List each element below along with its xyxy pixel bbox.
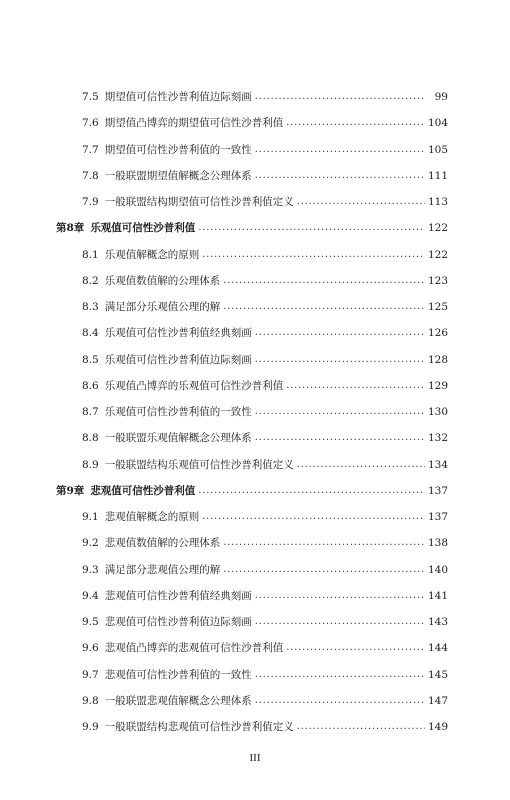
toc-entry-page: 134 (427, 458, 448, 471)
toc-entry-number: 9.1 (82, 511, 99, 523)
dot-leader (202, 247, 425, 263)
toc-entry-number: 8.8 (82, 432, 99, 445)
toc-section-entry[interactable] (56, 299, 448, 315)
toc-entry-title: 期望值可信性沙普利值的一致性 (104, 143, 252, 156)
toc-entry-page: 128 (427, 353, 448, 366)
dot-leader (255, 352, 425, 368)
toc-entry-page: 99 (434, 91, 448, 103)
toc-entry-page: 140 (427, 563, 448, 576)
toc-entry-title: 悲观值可信性沙普利值 (90, 484, 196, 497)
toc-entry-number: 9.6 (82, 642, 99, 655)
dot-leader (255, 168, 425, 184)
toc-section-entry[interactable] (56, 378, 448, 394)
toc-entry-page: 113 (427, 196, 448, 208)
toc-entry-page: 104 (427, 117, 448, 130)
toc-section-entry[interactable] (56, 115, 448, 131)
toc-entry-number: 7.8 (82, 169, 99, 182)
toc-entry-number: 9.5 (82, 616, 99, 628)
dot-leader (255, 404, 425, 420)
toc-section-entry[interactable] (56, 142, 448, 158)
page-number-footer: III (249, 752, 261, 764)
toc-entry-number: 7.5 (82, 91, 99, 103)
toc-entry-title: 一般联盟悲观值解概念公理体系 (104, 694, 252, 707)
toc-entry-page: 147 (427, 694, 448, 707)
toc-entry-number: 9.8 (82, 694, 99, 707)
toc-entry-page: 149 (427, 721, 448, 733)
toc-entry-title: 乐观值可信性沙普利值的一致性 (104, 406, 252, 418)
toc-section-entry[interactable] (56, 404, 448, 420)
toc-section-entry[interactable] (56, 247, 448, 263)
toc-entry-title: 乐观值数值解的公理体系 (104, 274, 221, 287)
toc-section-entry[interactable] (56, 352, 448, 368)
toc-entry-title: 一般联盟结构乐观值可信性沙普利值定义 (104, 458, 294, 471)
toc-entry-title: 悲观值可信性沙普利值边际刻画 (104, 616, 252, 628)
toc-section-entry[interactable] (56, 430, 448, 446)
toc-entry-title: 乐观值可信性沙普利值边际刻画 (104, 353, 252, 366)
toc-entry-page: 141 (427, 589, 448, 602)
toc-entry-title: 乐观值解概念的原则 (104, 248, 200, 261)
toc-entry-page: 126 (427, 327, 448, 340)
toc-entry-title: 一般联盟结构期望值可信性沙普利值定义 (104, 196, 294, 208)
toc-entry-title: 一般联盟期望值解概念公理体系 (104, 169, 252, 182)
dot-leader (255, 430, 425, 446)
toc-section-entry[interactable] (56, 168, 448, 184)
toc-section-entry[interactable] (56, 273, 448, 289)
dot-leader (223, 299, 425, 315)
toc-entry-number: 7.6 (82, 117, 99, 130)
toc-entry-number: 9.2 (82, 537, 99, 550)
dot-leader (286, 640, 425, 656)
toc-entry-number: 第8章 (56, 222, 85, 235)
toc-entry-number: 8.1 (82, 248, 99, 261)
toc-section-entry[interactable] (56, 719, 448, 735)
toc-entry-number: 8.7 (82, 406, 99, 418)
toc-entry-number: 第9章 (56, 484, 85, 497)
toc-section-entry[interactable] (56, 325, 448, 341)
toc-entry-title: 悲观值可信性沙普利值的一致性 (104, 668, 252, 681)
toc-entry-page: 132 (427, 432, 448, 445)
toc-entry-number: 8.4 (82, 327, 99, 340)
dot-leader (297, 457, 425, 473)
toc-entry-number: 9.9 (82, 721, 99, 733)
toc-section-entry[interactable] (56, 509, 448, 525)
toc-entry-page: 122 (427, 222, 448, 235)
toc-entry-page: 137 (427, 511, 448, 523)
toc-entry-title: 悲观值解概念的原则 (104, 511, 200, 523)
toc-entry-page: 105 (427, 143, 448, 156)
toc-entry-page: 130 (427, 406, 448, 418)
toc-chapter-entry[interactable] (56, 220, 448, 236)
toc-entry-title: 期望值可信性沙普利值边际刻画 (104, 91, 252, 103)
dot-leader (202, 509, 425, 525)
toc-section-entry[interactable] (56, 588, 448, 604)
toc-entry-title: 期望值凸博弈的期望值可信性沙普利值 (104, 117, 284, 130)
toc-entry-page: 125 (427, 301, 448, 313)
toc-entry-title: 悲观值数值解的公理体系 (104, 537, 221, 550)
dot-leader (223, 273, 425, 289)
toc-entry-number: 9.3 (82, 563, 99, 576)
toc-entry-title: 一般联盟结构悲观值可信性沙普利值定义 (104, 721, 294, 733)
dot-leader (255, 614, 425, 630)
dot-leader (255, 588, 425, 604)
toc-entry-number: 9.7 (82, 668, 99, 681)
toc-section-entry[interactable] (56, 535, 448, 551)
dot-leader (223, 562, 425, 578)
toc-entry-number: 8.5 (82, 353, 99, 366)
toc-section-entry[interactable] (56, 562, 448, 578)
toc-entry-page: 122 (427, 248, 448, 261)
toc-chapter-entry[interactable] (56, 483, 448, 499)
toc-entry-number: 7.7 (82, 143, 99, 156)
dot-leader (255, 667, 425, 683)
dot-leader (286, 378, 425, 394)
toc-section-entry[interactable] (56, 457, 448, 473)
toc-section-entry[interactable] (56, 194, 448, 210)
toc-entry-page: 138 (427, 537, 448, 550)
toc-section-entry[interactable] (56, 640, 448, 656)
dot-leader (286, 115, 425, 131)
toc-entry-title: 悲观值可信性沙普利值经典刻画 (104, 589, 252, 602)
toc-entry-title: 乐观值可信性沙普利值 (90, 222, 196, 235)
toc-entry-number: 8.3 (82, 301, 99, 313)
toc-entry-title: 满足部分悲观值公理的解 (104, 563, 221, 576)
toc-section-entry[interactable] (56, 614, 448, 630)
toc-entry-number: 8.9 (82, 458, 99, 471)
toc-entry-title: 满足部分乐观值公理的解 (104, 301, 221, 313)
toc-entry-number: 9.4 (82, 589, 99, 602)
dot-leader (255, 142, 425, 158)
toc-entry-title: 一般联盟乐观值解概念公理体系 (104, 432, 252, 445)
toc-entry-title: 悲观值凸博弈的悲观值可信性沙普利值 (104, 642, 284, 655)
toc-entry-page: 129 (427, 379, 448, 392)
toc-entry-title: 乐观值可信性沙普利值经典刻画 (104, 327, 252, 340)
dot-leader (255, 693, 425, 709)
toc-entry-page: 143 (427, 616, 448, 628)
dot-leader (255, 325, 425, 341)
dot-leader (198, 220, 425, 236)
toc-entry-number: 8.6 (82, 379, 99, 392)
dot-leader (297, 194, 425, 210)
toc-entry-page: 111 (427, 169, 448, 182)
dot-leader (223, 535, 425, 551)
toc-section-entry[interactable] (56, 667, 448, 683)
toc-entry-title: 乐观值凸博弈的乐观值可信性沙普利值 (104, 379, 284, 392)
dot-leader (255, 89, 425, 105)
toc-entry-page: 123 (427, 274, 448, 287)
toc-entry-number: 8.2 (82, 274, 99, 287)
toc-entry-number: 7.9 (82, 196, 99, 208)
toc-entry-page: 144 (427, 642, 448, 655)
toc-entry-page: 137 (427, 484, 448, 497)
dot-leader (198, 483, 425, 499)
toc-section-entry[interactable] (56, 693, 448, 709)
toc-section-entry[interactable] (56, 89, 448, 105)
toc-entry-page: 145 (427, 668, 448, 681)
dot-leader (297, 719, 425, 735)
